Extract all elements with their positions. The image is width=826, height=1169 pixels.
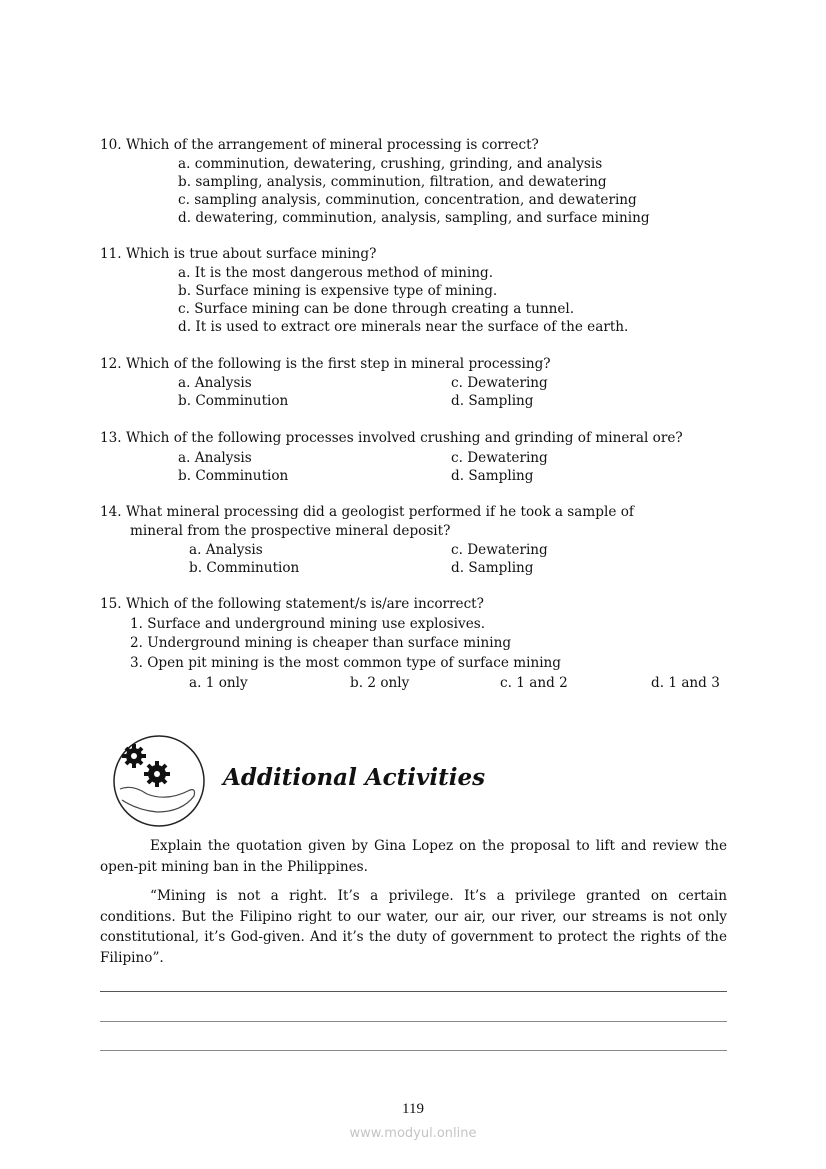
choice: b. Comminution (178, 393, 289, 409)
question-stem: 12. Which of the following is the first step in mineral processing? (100, 356, 551, 372)
question-stem: 11. Which is true about surface mining? (100, 246, 377, 262)
choice: b. sampling, analysis, comminution, filtration, and dewatering (178, 174, 607, 190)
statement: 1. Surface and underground mining use explosives. (130, 616, 486, 632)
choice: a. Analysis (178, 450, 252, 466)
watermark: www.modyul.online (349, 1126, 477, 1141)
statement: 3. Open pit mining is the most common type of surface mining (130, 655, 561, 671)
question-stem: 13. Which of the following processes involved crushing and grinding of mineral ore? (100, 430, 683, 446)
choice: b. 2 only (350, 675, 410, 691)
choice: d. dewatering, comminution, analysis, sampling, and surface mining (178, 210, 650, 226)
choice: b. Comminution (189, 560, 300, 576)
choice: c. sampling analysis, comminution, concentration, and dewatering (178, 192, 637, 208)
choice: a. Analysis (178, 375, 252, 391)
choice: b. Surface mining is expensive type of mining. (178, 283, 498, 299)
question-stem: 10. Which of the arrangement of mineral processing is correct? (100, 137, 539, 153)
choice: d. Sampling (451, 468, 534, 484)
answer-line[interactable] (100, 1050, 727, 1051)
choice: a. Analysis (189, 542, 263, 558)
choice: c. Dewatering (451, 542, 548, 558)
choice: a. It is the most dangerous method of mining. (178, 265, 494, 281)
question-stem: 15. Which of the following statement/s is/are incorrect? (100, 596, 484, 612)
choice: c. Surface mining can be done through creating a tunnel. (178, 301, 575, 317)
gears-in-hand-icon (112, 734, 206, 828)
choice: d. Sampling (451, 393, 534, 409)
statement: 2. Underground mining is cheaper than surface mining (130, 635, 512, 651)
choice: c. Dewatering (451, 375, 548, 391)
quote-paragraph: “Mining is not a right. It’s a privilege. It’s a privilege granted on certain conditions. But the Filipino right to our water, our air, our river, our streams is not only constitutional, it’s God-given. And it’s the duty of government to protect the rights of the Filipino”. (100, 888, 727, 966)
choice: c. 1 and 2 (500, 675, 568, 691)
choice: a. 1 only (189, 675, 248, 691)
page-number: 119 (402, 1101, 424, 1117)
choice: d. Sampling (451, 560, 534, 576)
section-title: Additional Activities (223, 764, 486, 791)
choice: b. Comminution (178, 468, 289, 484)
answer-line[interactable] (100, 991, 727, 992)
choice: d. 1 and 3 (651, 675, 720, 691)
choice: d. It is used to extract ore minerals near the surface of the earth. (178, 319, 629, 335)
question-stem: 14. What mineral processing did a geologist performed if he took a sample of (100, 504, 634, 520)
answer-line[interactable] (100, 1021, 727, 1022)
question-stem-continued: mineral from the prospective mineral deposit? (130, 523, 451, 539)
instruction-paragraph: Explain the quotation given by Gina Lopez on the proposal to lift and review the open-pit mining ban in the Philippines. (100, 838, 727, 875)
choice: c. Dewatering (451, 450, 548, 466)
choice: a. comminution, dewatering, crushing, grinding, and analysis (178, 156, 603, 172)
